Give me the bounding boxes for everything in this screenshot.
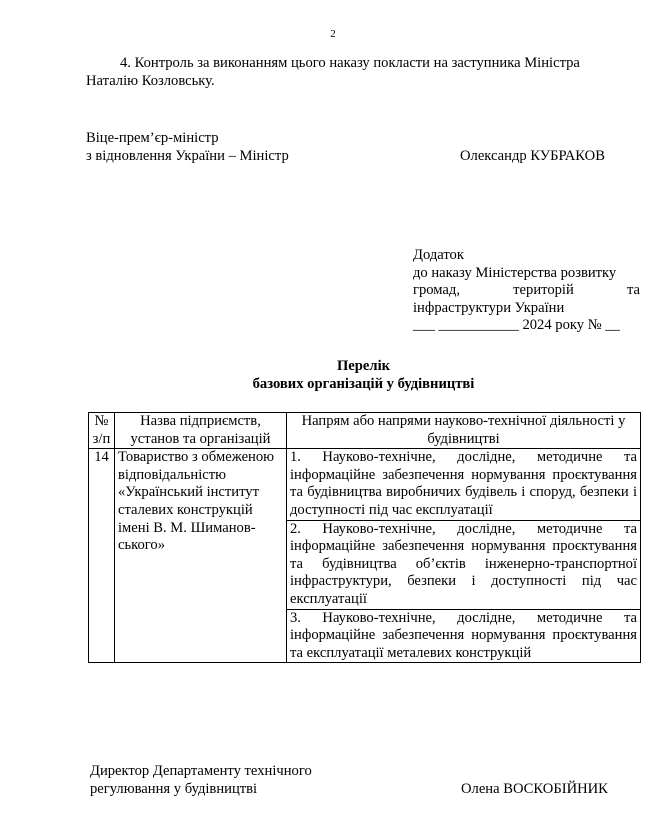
paragraph-4-line-1: 4. Контроль за виконанням цього наказу покласти на заступника Міністра	[120, 55, 580, 71]
paragraph-4	[86, 55, 638, 90]
paragraph-4-line-2: Наталію Козловську.	[86, 72, 215, 89]
signature-1-title-line-1: Віце-прем’єр-міністр	[86, 130, 219, 146]
row-direction-2: 2. Науково-технічне, дослідне, методичне та інформаційне забезпечення нормування проєктування та будівництва об’єктів інженерно-транспортної інфраструктури, безпеки і доступності під час експлуатації	[287, 520, 641, 609]
document-title-line-2: базових організацій у будівництві	[252, 375, 475, 392]
signature-2-name: Олена ВОСКОБІЙНИК	[461, 781, 608, 797]
annex-line-3: громад, територій та	[413, 282, 640, 299]
annex-line-5: ___ ___________ 2024 року № __	[413, 317, 620, 334]
signature-2-title	[90, 763, 410, 798]
row-direction-3: 3. Науково-технічне, дослідне, методичне та інформаційне забезпечення нормування проєктування та експлуатації металевих конструкцій	[287, 609, 641, 663]
organizations-table	[88, 412, 641, 663]
header-directions: Напрям або напрями науково-технічної діяльності у будівництві	[287, 413, 641, 449]
row-num: 14	[89, 449, 115, 663]
table-header-row	[89, 413, 641, 449]
header-name: Назва підприємств, установ та організацій	[115, 413, 287, 449]
header-num: № з/п	[89, 413, 115, 449]
annex-line-4: інфраструктури України	[413, 299, 565, 316]
page-number: 2	[330, 28, 336, 40]
annex-line-2: до наказу Міністерства розвитку	[413, 264, 617, 281]
row-organization-name: Товариство з обмеженою відповідальністю «Український інститут сталевих конструкцій імені В. М. Шиманов-ського»	[115, 449, 287, 663]
annex-block	[413, 247, 640, 335]
row-direction-1: 1. Науково-технічне, дослідне, методичне та інформаційне забезпечення нормування проєктування та будівництва виробничих будівель і споруд, безпеки і доступності під час експлуатації	[287, 449, 641, 520]
signature-2-title-line-1: Директор Департаменту технічного	[90, 763, 312, 779]
document-title	[86, 358, 641, 393]
document-title-line-1: Перелік	[336, 358, 391, 374]
annex-line-1: Додаток	[413, 247, 464, 263]
signature-1-title-line-2: з відновлення України – Міністр	[86, 147, 289, 164]
signature-1-name: Олександр КУБРАКОВ	[460, 148, 605, 164]
table-row	[89, 449, 641, 520]
signature-1-title	[86, 130, 406, 165]
signature-2-title-line-2: регулювання у будівництві	[90, 780, 258, 797]
